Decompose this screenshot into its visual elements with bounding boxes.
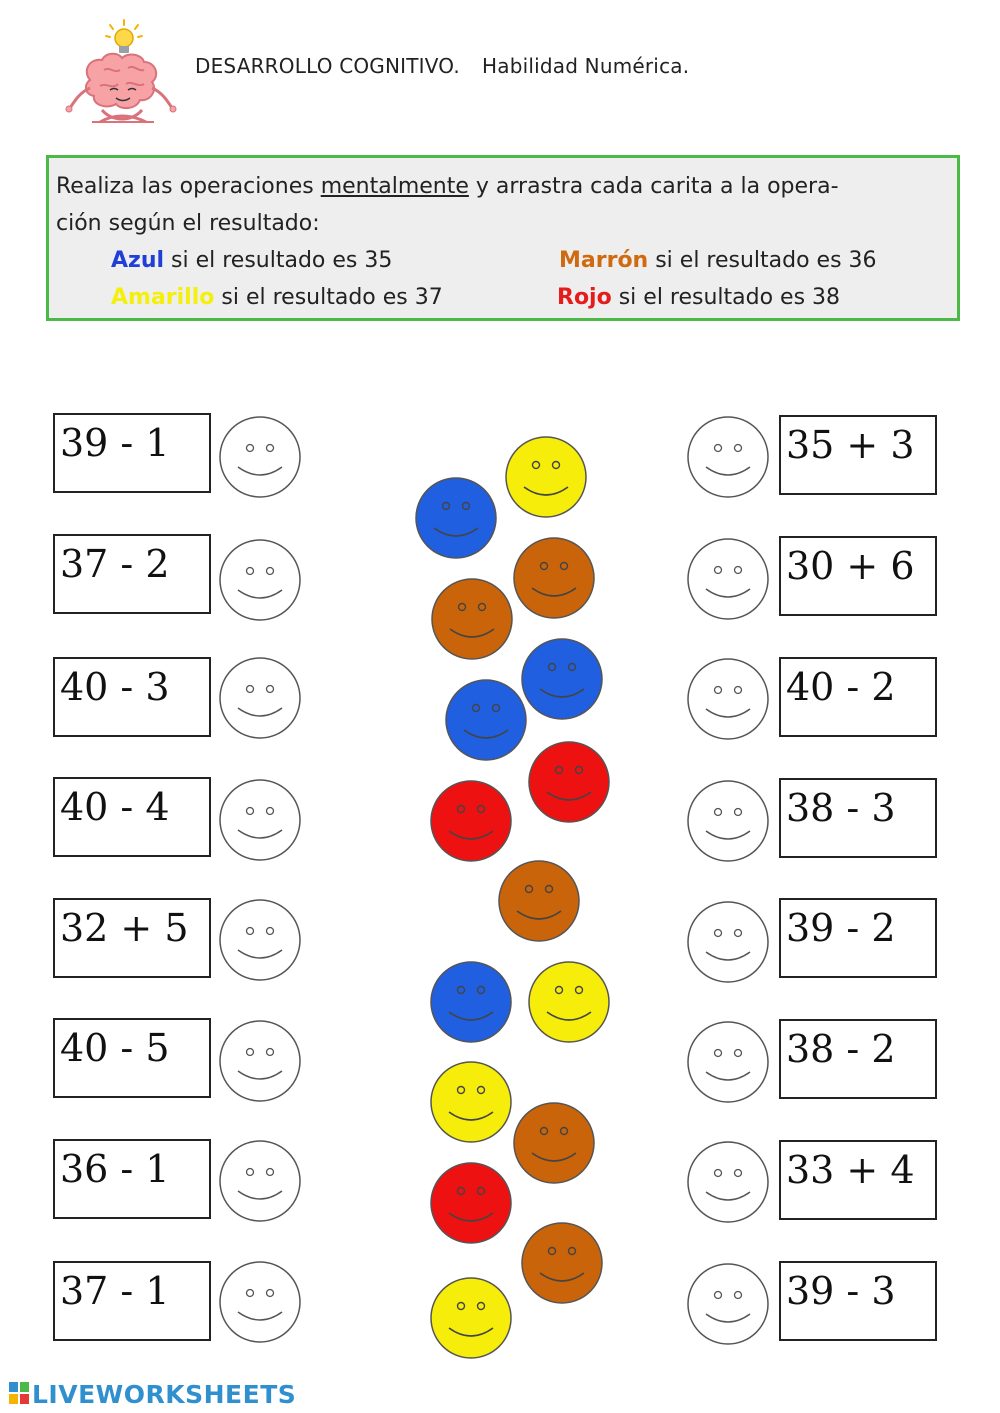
drop-target-face-icon[interactable] xyxy=(686,657,770,741)
draggable-brown-face-icon[interactable] xyxy=(430,577,514,661)
instructions-box xyxy=(46,155,960,321)
drop-target-face-icon[interactable] xyxy=(686,415,770,499)
drop-target-face-icon[interactable] xyxy=(218,1260,302,1344)
instructions-line-2: ción según el resultado: xyxy=(56,211,320,236)
operation-box: 38 - 3 xyxy=(779,778,937,858)
drop-target-face-icon[interactable] xyxy=(218,778,302,862)
drop-target-face-icon[interactable] xyxy=(218,415,302,499)
operation-box: 40 - 5 xyxy=(53,1018,211,1098)
operation-box: 32 + 5 xyxy=(53,898,211,978)
operation-box: 39 - 2 xyxy=(779,898,937,978)
draggable-brown-face-icon[interactable] xyxy=(512,1101,596,1185)
operation-box: 38 - 2 xyxy=(779,1019,937,1099)
draggable-red-face-icon[interactable] xyxy=(429,1161,513,1245)
draggable-blue-face-icon[interactable] xyxy=(520,637,604,721)
liveworksheets-logo xyxy=(8,1380,296,1410)
draggable-red-face-icon[interactable] xyxy=(527,740,611,824)
drop-target-face-icon[interactable] xyxy=(686,900,770,984)
rule-brown: Marrón si el resultado es 36 xyxy=(559,248,877,273)
draggable-yellow-face-icon[interactable] xyxy=(527,960,611,1044)
operation-box: 40 - 2 xyxy=(779,657,937,737)
operation-box: 35 + 3 xyxy=(779,415,937,495)
worksheet-title: DESARROLLO COGNITIVO. xyxy=(195,54,460,78)
draggable-blue-face-icon[interactable] xyxy=(444,678,528,762)
drop-target-face-icon[interactable] xyxy=(686,1262,770,1346)
operation-box: 37 - 1 xyxy=(53,1261,211,1341)
rule-blue: Azul si el resultado es 35 xyxy=(111,248,393,273)
rule-yellow: Amarillo si el resultado es 37 xyxy=(111,285,443,310)
operation-box: 39 - 3 xyxy=(779,1261,937,1341)
drop-target-face-icon[interactable] xyxy=(218,1019,302,1103)
drop-target-face-icon[interactable] xyxy=(218,538,302,622)
operation-box: 30 + 6 xyxy=(779,536,937,616)
draggable-blue-face-icon[interactable] xyxy=(414,476,498,560)
draggable-yellow-face-icon[interactable] xyxy=(504,435,588,519)
worksheet-subtitle: Habilidad Numérica. xyxy=(482,54,690,78)
operation-box: 40 - 4 xyxy=(53,777,211,857)
drop-target-face-icon[interactable] xyxy=(218,898,302,982)
liveworksheets-brand-text: LIVEWORKSHEETS xyxy=(32,1380,297,1409)
operation-box: 37 - 2 xyxy=(53,534,211,614)
draggable-brown-face-icon[interactable] xyxy=(497,859,581,943)
drop-target-face-icon[interactable] xyxy=(218,656,302,740)
brain-lightbulb-logo-icon xyxy=(62,18,182,138)
draggable-brown-face-icon[interactable] xyxy=(520,1221,604,1305)
drop-target-face-icon[interactable] xyxy=(686,1140,770,1224)
drop-target-face-icon[interactable] xyxy=(686,1020,770,1104)
underlined-word: mentalmente xyxy=(320,174,469,199)
draggable-blue-face-icon[interactable] xyxy=(429,960,513,1044)
worksheet-header xyxy=(195,54,689,78)
drop-target-face-icon[interactable] xyxy=(686,537,770,621)
operation-box: 33 + 4 xyxy=(779,1140,937,1220)
instructions-line-1: Realiza las operaciones mentalmente y arrastra cada carita a la opera- xyxy=(56,174,839,199)
draggable-brown-face-icon[interactable] xyxy=(512,536,596,620)
operation-box: 36 - 1 xyxy=(53,1139,211,1219)
operation-box: 40 - 3 xyxy=(53,657,211,737)
rule-red: Rojo si el resultado es 38 xyxy=(557,285,841,310)
operation-box: 39 - 1 xyxy=(53,413,211,493)
draggable-yellow-face-icon[interactable] xyxy=(429,1060,513,1144)
drop-target-face-icon[interactable] xyxy=(686,779,770,863)
liveworksheets-mark-icon xyxy=(8,1381,30,1405)
draggable-yellow-face-icon[interactable] xyxy=(429,1276,513,1360)
draggable-red-face-icon[interactable] xyxy=(429,779,513,863)
drop-target-face-icon[interactable] xyxy=(218,1139,302,1223)
